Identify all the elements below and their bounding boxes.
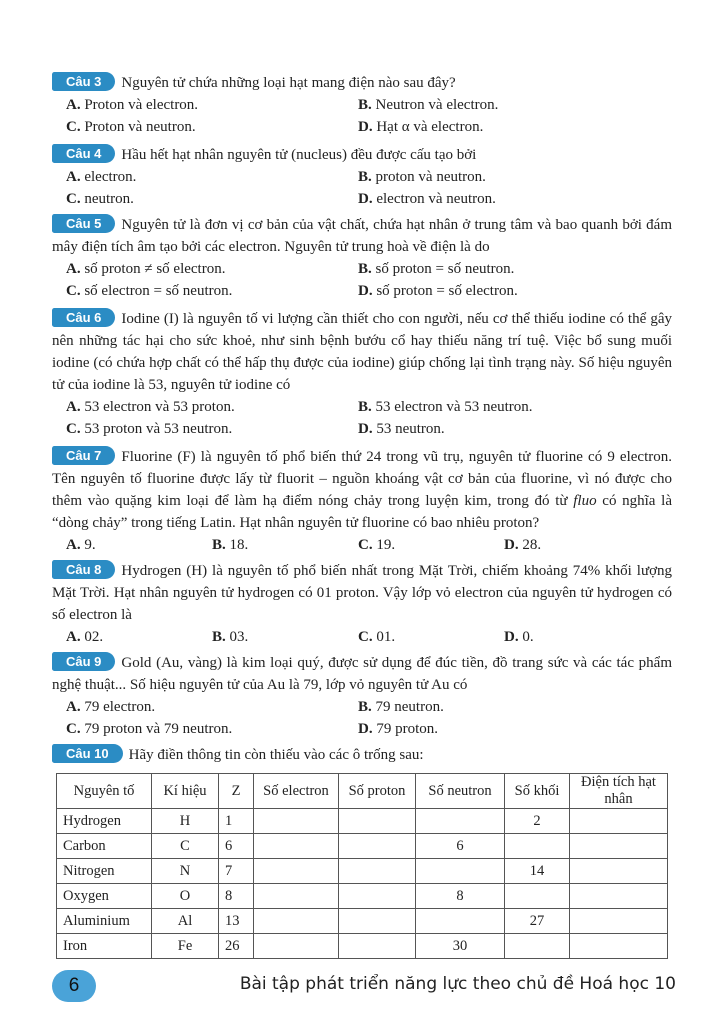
options-row	[52, 626, 672, 648]
question-text: Nguyên tử chứa những loại hạt mang điện nào sau đây?	[121, 75, 456, 91]
options-row	[52, 418, 672, 440]
question-3	[52, 72, 672, 138]
table-row	[57, 809, 668, 834]
cell-nuclear-charge[interactable]	[570, 884, 668, 909]
options-row	[52, 94, 672, 116]
cell-electron[interactable]	[254, 834, 339, 859]
cell-element: Hydrogen	[57, 809, 152, 834]
option-c: C. 53 proton và 53 neutron.	[66, 421, 233, 437]
cell-electron[interactable]	[254, 934, 339, 959]
question-stem	[52, 744, 672, 766]
column-header: Nguyên tố	[57, 774, 152, 809]
page-number: 6	[52, 970, 96, 1002]
cell-nuclear-charge[interactable]	[570, 809, 668, 834]
cell-neutron[interactable]	[416, 909, 505, 934]
question-text: Nguyên tử là đơn vị cơ bản của vật chất, chứa hạt nhân ở trung tâm và bao quanh bởi đám mây điện tích âm tạo bởi các electron. Nguyên tử trung hoà về điện là do	[52, 217, 672, 255]
cell-proton[interactable]	[339, 809, 416, 834]
question-stem	[52, 308, 672, 396]
question-9	[52, 652, 672, 740]
cell-symbol: C	[152, 834, 219, 859]
cell-z: 6	[219, 834, 254, 859]
option-b: B. 18.	[212, 537, 249, 553]
cell-symbol: Fe	[152, 934, 219, 959]
cell-electron[interactable]	[254, 884, 339, 909]
question-label: Câu 3	[52, 72, 115, 91]
option-c: C. Proton và neutron.	[66, 119, 196, 135]
cell-element: Nitrogen	[57, 859, 152, 884]
question-8	[52, 560, 672, 648]
option-d: D. 53 neutron.	[358, 421, 445, 437]
cell-mass-number[interactable]	[505, 934, 570, 959]
cell-symbol: O	[152, 884, 219, 909]
cell-element: Aluminium	[57, 909, 152, 934]
table-row	[57, 934, 668, 959]
option-b: B. 03.	[212, 629, 249, 645]
cell-symbol: N	[152, 859, 219, 884]
question-label: Câu 9	[52, 652, 115, 671]
question-text: Iodine (I) là nguyên tố vi lượng cần thiết cho con người, nếu cơ thể thiếu iodine có thể gây nên những tác hại cho sức khoẻ, như sinh bệnh bướu cổ hay thiếu năng trí tuệ. Việc bổ sung muối iodine (có chứa hợp chất có thể hấp thụ được của iodine) giúp chống lại tình trạng này. Số hiệu nguyên tử của iodine là 53, nguyên tử iodine có	[52, 311, 672, 393]
option-a: A. Proton và electron.	[66, 97, 199, 113]
option-d: D. electron và neutron.	[358, 191, 496, 207]
column-header: Số electron	[254, 774, 339, 809]
option-a: A. 79 electron.	[66, 699, 156, 715]
question-text: Hầu hết hạt nhân nguyên tử (nucleus) đều được cấu tạo bởi	[121, 147, 477, 163]
question-label: Câu 7	[52, 446, 115, 465]
cell-z: 7	[219, 859, 254, 884]
question-stem	[52, 72, 672, 94]
cell-neutron[interactable]: 8	[416, 884, 505, 909]
option-b: B. 79 neutron.	[358, 699, 444, 715]
cell-mass-number[interactable]: 14	[505, 859, 570, 884]
cell-z: 26	[219, 934, 254, 959]
table-row	[57, 834, 668, 859]
cell-neutron[interactable]: 6	[416, 834, 505, 859]
cell-proton[interactable]	[339, 859, 416, 884]
option-a: A. electron.	[66, 169, 137, 185]
cell-mass-number[interactable]: 27	[505, 909, 570, 934]
options-row	[52, 116, 672, 138]
question-10	[52, 744, 672, 766]
question-label: Câu 4	[52, 144, 115, 163]
option-a: A. 02.	[66, 629, 104, 645]
question-6	[52, 308, 672, 440]
cell-neutron[interactable]: 30	[416, 934, 505, 959]
cell-proton[interactable]	[339, 934, 416, 959]
cell-neutron[interactable]	[416, 809, 505, 834]
table-row	[57, 884, 668, 909]
cell-nuclear-charge[interactable]	[570, 909, 668, 934]
element-table	[56, 773, 668, 959]
options-row	[52, 166, 672, 188]
cell-electron[interactable]	[254, 859, 339, 884]
question-4	[52, 144, 672, 210]
cell-element: Iron	[57, 934, 152, 959]
cell-proton[interactable]	[339, 909, 416, 934]
cell-z: 13	[219, 909, 254, 934]
cell-mass-number[interactable]	[505, 834, 570, 859]
option-d: D. 79 proton.	[358, 721, 439, 737]
cell-nuclear-charge[interactable]	[570, 859, 668, 884]
question-text: Fluorine (F) là nguyên tố phổ biến thứ 24 trong vũ trụ, nguyên tử fluorine có 9 electron. Tên nguyên tố fluorine được lấy từ fluorit – nguồn khoáng vật cơ bản của fluorine, vì nó được cho thêm vào quặng kim loại để làm hạ điểm nóng chảy trong luyện kim, trong đó từ	[52, 449, 672, 509]
options-row	[52, 188, 672, 210]
cell-mass-number[interactable]	[505, 884, 570, 909]
question-text-italic: fluo	[573, 493, 597, 509]
column-header: Z	[219, 774, 254, 809]
cell-symbol: Al	[152, 909, 219, 934]
question-label: Câu 8	[52, 560, 115, 579]
book-title: Bài tập phát triển năng lực theo chủ đề Hoá học 10	[239, 974, 676, 994]
question-stem	[52, 144, 672, 166]
column-header: Số proton	[339, 774, 416, 809]
cell-nuclear-charge[interactable]	[570, 934, 668, 959]
question-label: Câu 5	[52, 214, 115, 233]
option-c: C. 01.	[358, 629, 396, 645]
option-c: C. neutron.	[66, 191, 134, 207]
option-a: A. số proton ≠ số electron.	[66, 261, 226, 277]
column-header: Điện tích hạt nhân	[570, 774, 668, 809]
question-stem	[52, 214, 672, 258]
table-header-row	[57, 774, 668, 809]
question-stem	[52, 652, 672, 696]
options-row	[52, 534, 672, 556]
option-d: D. 0.	[504, 629, 534, 645]
cell-element: Carbon	[57, 834, 152, 859]
page-footer	[0, 970, 720, 1004]
question-text: Gold (Au, vàng) là kim loại quý, được sử dụng để đúc tiền, đồ trang sức và các tác phẩm nghệ thuật... Số hiệu nguyên tử của Au là 79, lớp vỏ nguyên tử Au có	[52, 655, 672, 693]
options-row	[52, 280, 672, 302]
cell-proton[interactable]	[339, 834, 416, 859]
cell-electron[interactable]	[254, 909, 339, 934]
question-7	[52, 446, 672, 556]
cell-neutron[interactable]	[416, 859, 505, 884]
cell-z: 8	[219, 884, 254, 909]
question-5	[52, 214, 672, 302]
question-text: có nghĩa là “dòng chảy” trong tiếng Latin. Hạt nhân nguyên tử fluorine có bao nhiêu proton?	[52, 493, 672, 531]
cell-proton[interactable]	[339, 884, 416, 909]
option-d: D. 28.	[504, 537, 542, 553]
table-row	[57, 909, 668, 934]
option-b: B. số proton = số neutron.	[358, 261, 515, 277]
cell-element: Oxygen	[57, 884, 152, 909]
column-header: Số neutron	[416, 774, 505, 809]
cell-symbol: H	[152, 809, 219, 834]
question-label: Câu 10	[52, 744, 123, 763]
column-header: Số khối	[505, 774, 570, 809]
option-b: B. Neutron và electron.	[358, 97, 499, 113]
question-label: Câu 6	[52, 308, 115, 327]
option-c: C. 19.	[358, 537, 396, 553]
options-row	[52, 396, 672, 418]
column-header: Kí hiệu	[152, 774, 219, 809]
cell-mass-number[interactable]: 2	[505, 809, 570, 834]
option-d: D. số proton = số electron.	[358, 283, 518, 299]
question-text: Hãy điền thông tin còn thiếu vào các ô trống sau:	[128, 747, 424, 763]
cell-z: 1	[219, 809, 254, 834]
option-a: A. 9.	[66, 537, 96, 553]
question-stem	[52, 560, 672, 626]
option-b: B. proton và neutron.	[358, 169, 486, 185]
option-c: C. 79 proton và 79 neutron.	[66, 721, 233, 737]
option-a: A. 53 electron và 53 proton.	[66, 399, 235, 415]
options-row	[52, 718, 672, 740]
cell-nuclear-charge[interactable]	[570, 834, 668, 859]
option-c: C. số electron = số neutron.	[66, 283, 233, 299]
options-row	[52, 258, 672, 280]
question-stem	[52, 446, 672, 534]
table-row	[57, 859, 668, 884]
option-d: D. Hạt α và electron.	[358, 119, 484, 135]
options-row	[52, 696, 672, 718]
cell-electron[interactable]	[254, 809, 339, 834]
question-text: Hydrogen (H) là nguyên tố phổ biến nhất trong Mặt Trời, chiếm khoảng 74% khối lượng Mặt Trời. Hạt nhân nguyên tử hydrogen có 01 proton. Vậy lớp vỏ electron của nguyên tử hydrogen có số electron là	[52, 563, 672, 623]
option-b: B. 53 electron và 53 neutron.	[358, 399, 533, 415]
